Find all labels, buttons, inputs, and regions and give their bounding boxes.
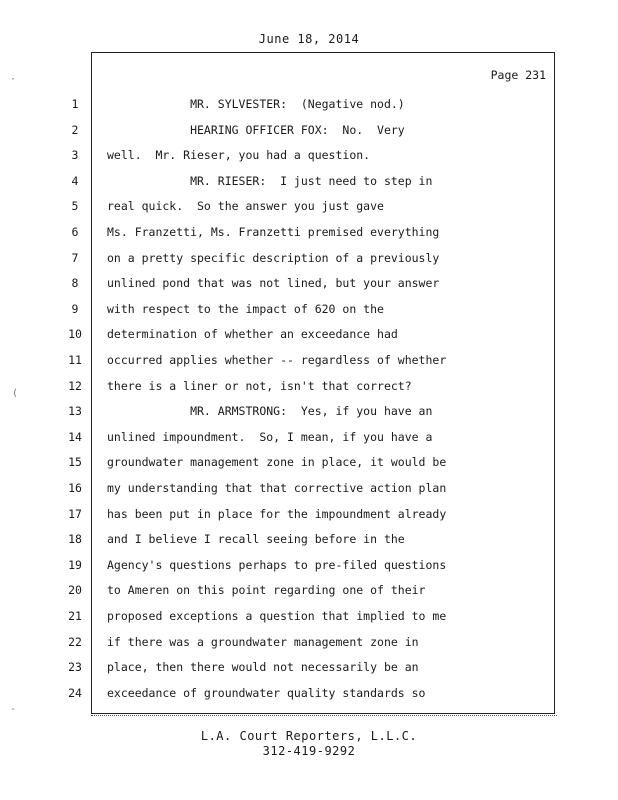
- line-number: 14: [68, 430, 82, 444]
- scan-speck: -: [10, 704, 17, 715]
- line-number: 5: [71, 199, 79, 213]
- line-number: 15: [68, 455, 82, 469]
- line-number: 7: [71, 251, 79, 265]
- line-number: 22: [68, 635, 82, 649]
- line-text: determination of whether an exceedance had: [107, 327, 398, 341]
- line-text: if there was a groundwater management zone in: [107, 635, 419, 649]
- line-text: there is a liner or not, isn't that correct?: [107, 379, 412, 393]
- line-text: Ms. Franzetti, Ms. Franzetti premised everything: [107, 225, 440, 239]
- line-number: 23: [68, 660, 82, 674]
- line-text: with respect to the impact of 620 on the: [107, 302, 384, 316]
- line-number: 11: [68, 353, 82, 367]
- line-number: 18: [68, 532, 82, 546]
- line-text: Agency's questions perhaps to pre-filed questions: [107, 558, 447, 572]
- line-text: place, then there would not necessarily be an: [107, 660, 419, 674]
- line-text: real quick. So the answer you just gave: [107, 199, 384, 213]
- line-number: 3: [71, 148, 79, 162]
- line-text: HEARING OFFICER FOX: No. Very: [107, 123, 405, 137]
- line-text: unlined pond that was not lined, but your answer: [107, 276, 440, 290]
- line-text: to Ameren on this point regarding one of their: [107, 583, 426, 597]
- line-number: 17: [68, 507, 82, 521]
- line-number: 24: [68, 686, 82, 700]
- line-number: 1: [71, 97, 79, 111]
- scan-speck: ·: [10, 74, 17, 85]
- footer-phone: 312-419-9292: [262, 744, 356, 758]
- footer-firm-name: L.A. Court Reporters, L.L.C.: [200, 729, 418, 743]
- line-text: on a pretty specific description of a previously: [107, 251, 440, 265]
- line-number: 2: [71, 123, 79, 137]
- page-number: Page 231: [490, 68, 546, 82]
- line-text: exceedance of groundwater quality standards so: [107, 686, 426, 700]
- line-text: MR. RIESER: I just need to step in: [107, 174, 433, 188]
- line-text: has been put in place for the impoundment already: [107, 507, 447, 521]
- line-text: and I believe I recall seeing before in the: [107, 532, 405, 546]
- line-text: occurred applies whether -- regardless of whether: [107, 353, 447, 367]
- line-number: 12: [68, 379, 82, 393]
- line-number: 13: [68, 404, 82, 418]
- line-text: groundwater management zone in place, it would be: [107, 455, 447, 469]
- line-number: 8: [71, 276, 79, 290]
- line-number: 9: [71, 302, 79, 316]
- header-date: June 18, 2014: [258, 32, 360, 46]
- line-number: 21: [68, 609, 82, 623]
- line-number: 19: [68, 558, 82, 572]
- line-number: 4: [71, 174, 79, 188]
- line-text: MR. ARMSTRONG: Yes, if you have an: [107, 404, 433, 418]
- line-number: 16: [68, 481, 82, 495]
- line-text: proposed exceptions a question that implied to me: [107, 609, 447, 623]
- line-text: unlined impoundment. So, I mean, if you have a: [107, 430, 433, 444]
- line-text: my understanding that that corrective action plan: [107, 481, 447, 495]
- scan-speck: (: [12, 388, 19, 399]
- line-number: 20: [68, 583, 82, 597]
- frame-bottom-edge: [91, 715, 557, 718]
- line-text: well. Mr. Rieser, you had a question.: [107, 148, 371, 162]
- line-text: MR. SYLVESTER: (Negative nod.): [107, 97, 405, 111]
- line-number: 10: [68, 327, 82, 341]
- line-number: 6: [71, 225, 79, 239]
